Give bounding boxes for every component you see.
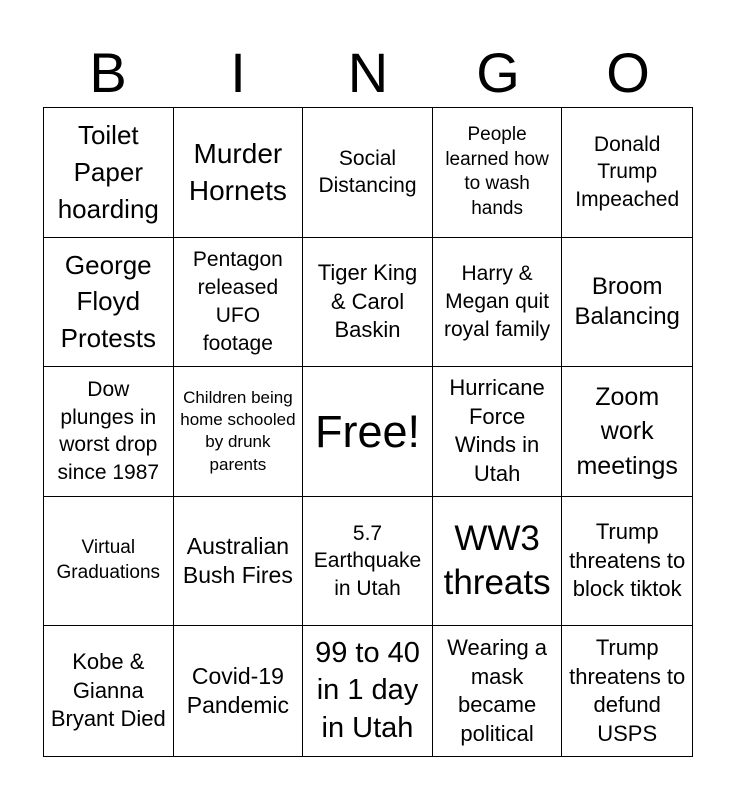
bingo-cell[interactable]: [562, 626, 692, 756]
bingo-header: [43, 40, 693, 106]
cell-label: Wearing a mask became political: [447, 635, 548, 746]
cell-label: WW3 threats: [443, 519, 551, 603]
bingo-cell[interactable]: [174, 108, 304, 238]
bingo-cell[interactable]: [174, 626, 304, 756]
free-space[interactable]: [303, 367, 433, 497]
bingo-cell[interactable]: [562, 497, 692, 627]
cell-label: Kobe & Gianna Bryant Died: [50, 649, 166, 732]
cell-label: Trump threatens to block tiktok: [569, 519, 686, 602]
bingo-cell[interactable]: [44, 497, 174, 627]
cell-label: Dow plunges in worst drop since 1987: [57, 378, 160, 485]
bingo-cell[interactable]: [562, 238, 692, 368]
cell-label: Murder Hornets: [188, 137, 287, 207]
bingo-cell[interactable]: [433, 108, 563, 238]
cell-label: Covid-19 Pandemic: [186, 663, 290, 719]
cell-label: Social Distancing: [318, 146, 417, 198]
bingo-cell[interactable]: [174, 497, 304, 627]
bingo-cell[interactable]: [174, 367, 304, 497]
bingo-cell[interactable]: [44, 367, 174, 497]
cell-label: 5.7 Earthquake in Utah: [313, 521, 422, 600]
cell-label: Children being home schooled by drunk parents: [180, 388, 296, 474]
bingo-cell[interactable]: [303, 238, 433, 368]
cell-label: George Floyd Protests: [60, 249, 156, 354]
bingo-cell[interactable]: [44, 108, 174, 238]
cell-label: People learned how to wash hands: [445, 123, 549, 219]
bingo-cell[interactable]: [433, 238, 563, 368]
cell-label: Toilet Paper hoarding: [57, 119, 159, 224]
header-letter-i: I: [230, 41, 246, 104]
cell-label: Broom Balancing: [574, 272, 680, 330]
cell-label: Donald Trump Impeached: [575, 132, 680, 212]
bingo-cell[interactable]: [433, 367, 563, 497]
cell-label: Zoom work meetings: [576, 382, 678, 480]
cell-label: Hurricane Force Winds in Utah: [449, 375, 545, 487]
bingo-cell[interactable]: [433, 497, 563, 627]
cell-label: Pentagon released UFO footage: [192, 248, 283, 355]
cell-label: Tiger King & Carol Baskin: [317, 260, 418, 343]
header-letter-b: B: [89, 41, 127, 104]
bingo-cell[interactable]: [174, 238, 304, 368]
bingo-cell[interactable]: [44, 626, 174, 756]
bingo-cell[interactable]: [303, 497, 433, 627]
cell-label: Virtual Graduations: [56, 537, 161, 584]
bingo-cell[interactable]: [433, 626, 563, 756]
header-letter-n: N: [347, 41, 389, 104]
cell-label: Harry & Megan quit royal family: [443, 262, 551, 341]
cell-label: 99 to 40 in 1 day in Utah: [315, 636, 420, 745]
bingo-cell[interactable]: [303, 626, 433, 756]
bingo-cell[interactable]: [303, 108, 433, 238]
header-letter-g: G: [476, 41, 520, 104]
cell-label: Australian Bush Fires: [182, 533, 293, 589]
bingo-cell[interactable]: [44, 238, 174, 368]
bingo-cell[interactable]: [562, 108, 692, 238]
cell-label: Free!: [314, 405, 420, 457]
bingo-cell[interactable]: [562, 367, 692, 497]
header-letter-o: O: [606, 41, 650, 104]
bingo-board: [43, 107, 693, 757]
cell-label: Trump threatens to defund USPS: [569, 635, 686, 746]
